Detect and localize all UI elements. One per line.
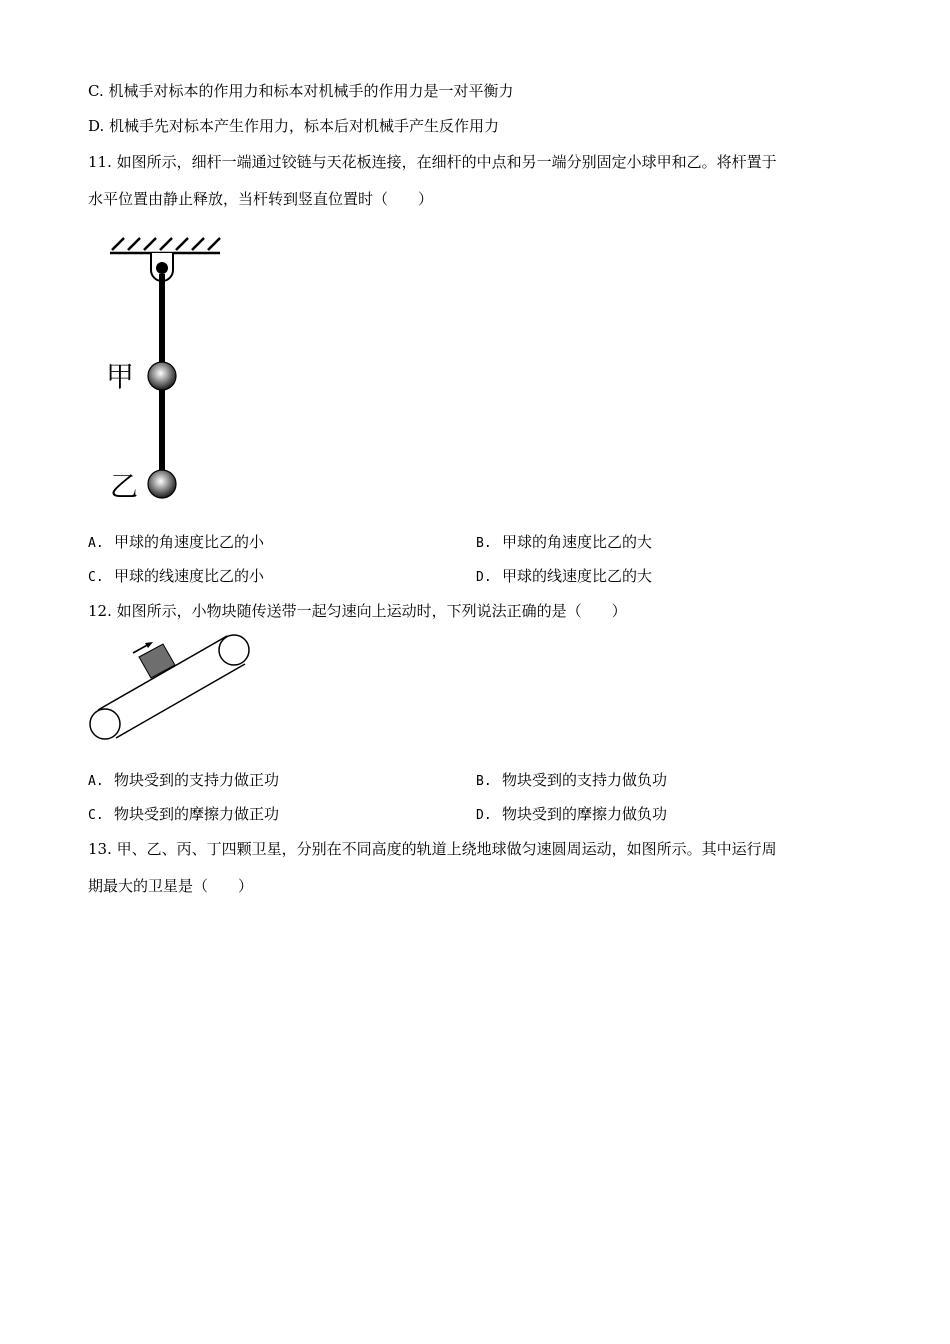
ball-jia bbox=[148, 362, 176, 390]
q11-option-d: D. 甲球的线速度比乙的大 bbox=[476, 567, 653, 585]
q13-stem-line2: 期最大的卫星是（ ） bbox=[88, 877, 254, 895]
q11-pendulum-figure bbox=[100, 228, 230, 508]
q12-option-a: A. 物块受到的支持力做正功 bbox=[88, 771, 280, 789]
q11-option-b: B. 甲球的角速度比乙的大 bbox=[476, 533, 653, 551]
label-yi: 乙 bbox=[110, 470, 139, 503]
roller-upper bbox=[219, 635, 249, 665]
q11-option-a: A. 甲球的角速度比乙的小 bbox=[88, 533, 265, 551]
label-jia: 甲 bbox=[106, 360, 135, 393]
q12-stem: 12. 如图所示，小物块随传送带一起匀速向上运动时，下列说法正确的是（ ） bbox=[88, 602, 627, 620]
q12-conveyor-figure bbox=[85, 630, 255, 745]
block bbox=[139, 644, 175, 678]
q10-option-d: D. 机械手先对标本产生作用力，标本后对机械手产生反作用力 bbox=[88, 117, 500, 135]
q11-option-c: C. 甲球的线速度比乙的小 bbox=[88, 567, 265, 585]
roller-lower bbox=[90, 709, 120, 739]
belt-bottom-edge bbox=[116, 664, 245, 738]
q11-stem-line1: 11. 如图所示，细杆一端通过铰链与天花板连接，在细杆的中点和另一端分别固定小球甲和乙。将杆置于 bbox=[88, 153, 777, 171]
q13-stem-line1: 13. 甲、乙、丙、丁四颗卫星，分别在不同高度的轨道上绕地球做匀速圆周运动，如图所示。其中运行周 bbox=[88, 840, 777, 858]
q12-option-d: D. 物块受到的摩擦力做负功 bbox=[476, 805, 668, 823]
q12-option-c: C. 物块受到的摩擦力做正功 bbox=[88, 805, 280, 823]
q10-option-c: C. 机械手对标本的作用力和标本对机械手的作用力是一对平衡力 bbox=[88, 82, 514, 100]
ball-yi bbox=[148, 470, 176, 498]
q11-stem-line2: 水平位置由静止释放，当杆转到竖直位置时（ ） bbox=[88, 190, 434, 208]
q12-option-b: B. 物块受到的支持力做负功 bbox=[476, 771, 668, 789]
ceiling-hatch bbox=[110, 238, 220, 253]
